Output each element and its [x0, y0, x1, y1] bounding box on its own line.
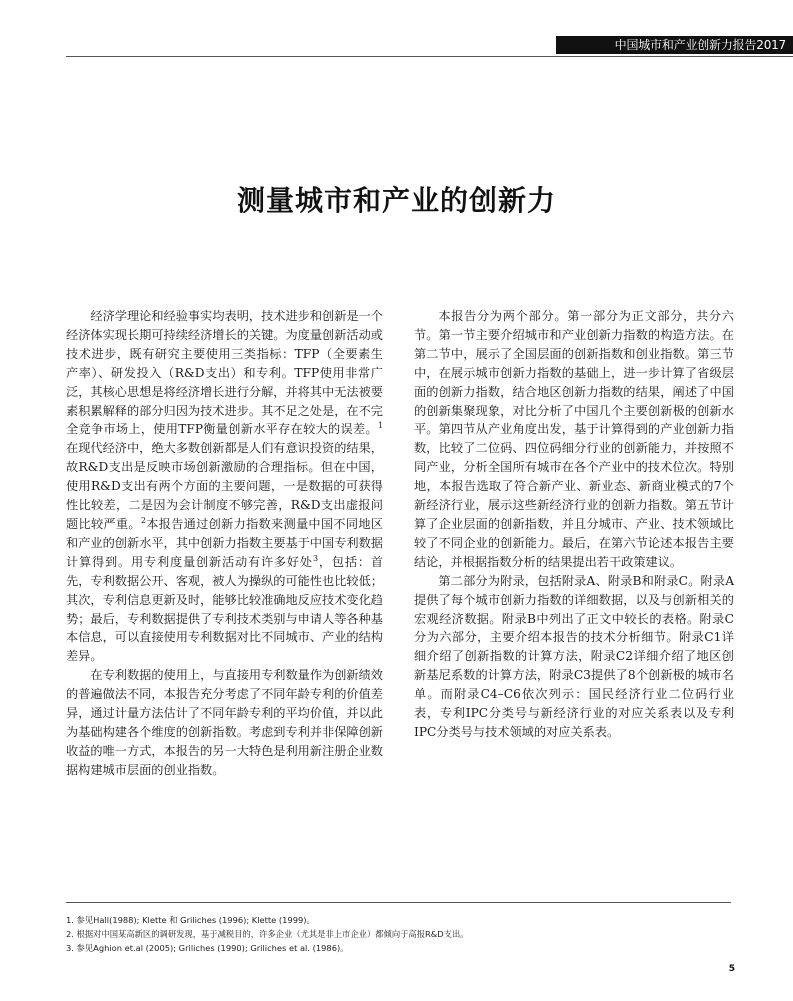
page-number: 5 [728, 964, 735, 974]
footnote-3: 3. 参见Aghion et.al (2005); Griliches (1990); Griliches et al. (1986)。 [66, 943, 349, 953]
footnote-ref-3[interactable]: 3 [312, 553, 319, 563]
left-paragraph-1: 经济学理论和经验事实均表明，技术进步和创新是一个经济体实现长期可持续经济增长的关键。为度量创新活动或技术进步，既有研究主要使用三类指标：TFP（全要素生产率）、研发投入（R&D支出）和专利。TFP使用非常广泛，其核心思想是将经济增长进行分解，并将其中无法被要素积累解释的部分归因为技术进步。其不足之处是，在不完全竞争市场上，使用TFP衡量创新水平存在较大的误差。$^1$在现代经济中，绝大多数创新都是人们有意识投资的结果，故R&D支出是反映市场创新激励的合理指标。但在中国，使用R&D支出有两个方面的主要问题，一是数据的可获得性比较差，二是因为会计制度不够完善，R&D支出虚报问题比较严重。$^2$本报告通过创新力指数来测量中国不同地区和产业的创新水平，其中创新力指数主要基于中国专利数据计算得到。用专利度量创新活动有许多好处$^3$，包括：首先，专利数据公开、客观，被人为操纵的可能性也比较低；其次，专利信息更新及时，能够比较准确地反应技术变化趋势；最后，专利数据提供了专利技术类别与申请人等各种基本信息，可以直接使用专利数据对比不同城市、产业的结构差异。 [66, 309, 384, 664]
left-paragraph-2: 在专利数据的使用上，与直接用专利数量作为创新绩效的普遍做法不同，本报告充分考虑了不同年龄专利的价值差异，通过计量方法估计了不同年龄专利的平均价值，并以此为基础构建各个维度的创新指数。考虑到专利并非保障创新收益的唯一方式，本报告的另一大特色是利用新注册企业数据构建城市层面的创业指数。 [66, 668, 383, 777]
running-header [556, 36, 793, 54]
footnotes [66, 913, 736, 955]
running-title: 中国城市和产业创新力报告2017 [614, 38, 786, 52]
right-paragraph-2: 第二部分为附录，包括附录A、附录B和附录C。附录A提供了每个城市创新力指数的详细数据，以及与创新相关的宏观经济数据。附录B中列出了正文中较长的表格。附录C分为六部分，主要介绍本报告的技术分析细节。附录C1详细介绍了创新指数的计算方法，附录C2详细介绍了地区创新基尼系数的计算方法，附录C3提供了8个创新极的城市名单。而附录C4–C6依次列示：国民经济行业二位码行业表，专利IPC分类号与新经济行业的对应关系表以及专利IPC分类号与技术领域的对应关系表。 [414, 573, 734, 739]
page-title: 测量城市和产业的创新力 [236, 183, 556, 217]
header-divider [66, 56, 793, 57]
footnote-2: 2. 根据对中国某高新区的调研发现，基于减税目的，许多企业（尤其是非上市企业）都倾向于高报R&D支出。 [66, 929, 469, 939]
left-column [66, 307, 383, 780]
footnote-ref-2[interactable]: 2 [140, 515, 146, 525]
footnote-ref-1[interactable]: 1 [377, 421, 383, 431]
right-column [414, 307, 734, 742]
footnote-divider [66, 902, 731, 903]
footnote-1: 1. 参见Hall(1988); Klette 和 Griliches (1996); Klette (1999)。 [66, 915, 315, 925]
right-paragraph-1: 本报告分为两个部分。第一部分为正文部分，共分六节。第一节主要介绍城市和产业创新力指数的构造方法。在第二节中，展示了全国层面的创新指数和创业指数。第三节中，在展示城市创新力指数的基础上，进一步计算了省级层面的创新力指数，结合地区创新力指数的结果，阐述了中国的创新集聚现象，对比分析了中国几个主要创新极的创新水平。第四节从产业角度出发，基于计算得到的产业创新力指数，比较了二位码、四位码细分行业的创新能力，并按照不同产业，分析全国所有城市在各个产业中的技术位次。特别地，本报告选取了符合新产业、新业态、新商业模式的7个新经济行业，展示这些新经济行业的创新力指数。第五节计算了企业层面的创新指数，并且分城市、产业、技术领域比较了不同企业的创新能力。最后，在第六节论述本报告主要结论，并根据指数分析的结果提出若干政策建议。 [414, 309, 734, 569]
